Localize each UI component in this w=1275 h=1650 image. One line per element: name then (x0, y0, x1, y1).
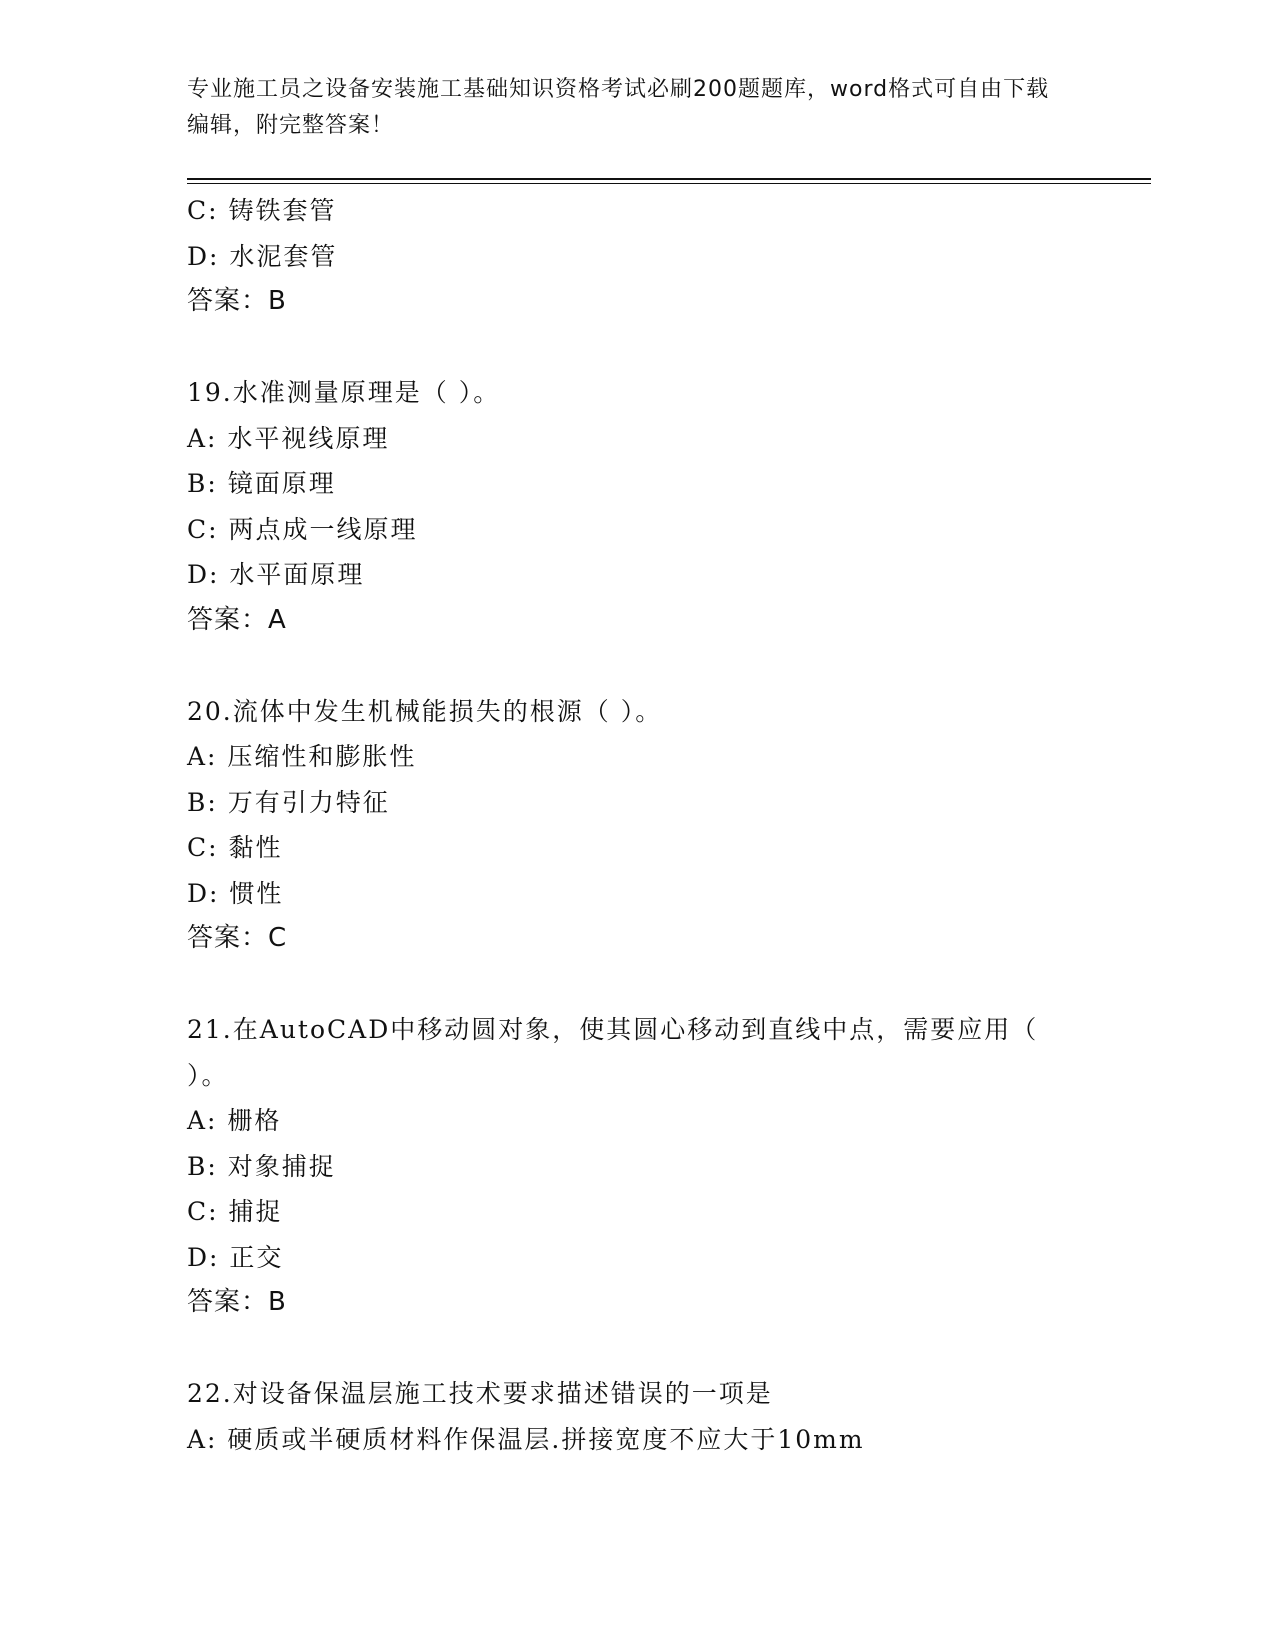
option-d: D: 惯性 (187, 878, 284, 908)
answer-label: 答案：A (187, 604, 287, 635)
question-text: 20.流体中发生机械能损失的根源（ ）。 (187, 696, 663, 726)
question-text: 21.在AutoCAD中移动圆对象，使其圆心移动到直线中点，需要应用（ ）。 (187, 1015, 1039, 1090)
answer-label: 答案：B (187, 286, 287, 316)
question-block-18 (187, 188, 1087, 325)
header-divider (187, 178, 1151, 184)
option-c: C: 捕捉 (187, 1197, 283, 1226)
option-d: D: 水平面原理 (187, 560, 365, 589)
document-title: 专业施工员之设备安装施工基础知识资格考试必刷200题题库，word格式可自由下载编辑，附完整答案！ (187, 77, 1050, 138)
option-a: A: 水平视线原理 (187, 423, 390, 453)
answer-label: 答案：C (187, 923, 288, 953)
answer-label: 答案：B (187, 1287, 287, 1317)
spacer (187, 962, 1087, 1008)
question-text: 19.水准测量原理是（ ）。 (187, 378, 501, 407)
question-block-20 (187, 689, 1087, 962)
option-a: A: 压缩性和膨胀性 (187, 742, 417, 771)
question-block-22 (187, 1371, 1087, 1462)
page-header (187, 72, 1067, 144)
option-c: C: 铸铁套管 (187, 196, 337, 225)
option-a: A: 硬质或半硬质材料作保温层.拼接宽度不应大于10mm (187, 1424, 865, 1454)
question-list (187, 188, 1087, 1462)
spacer (187, 643, 1087, 689)
option-d: D: 水泥套管 (187, 241, 338, 271)
spacer (187, 1326, 1087, 1372)
option-d: D: 正交 (187, 1242, 284, 1272)
question-block-21 (187, 1007, 1087, 1326)
spacer (187, 325, 1087, 371)
option-c: C: 黏性 (187, 833, 283, 862)
option-c: C: 两点成一线原理 (187, 514, 418, 544)
option-b: B: 万有引力特征 (187, 787, 390, 817)
question-text: 22.对设备保温层施工技术要求描述错误的一项是 (187, 1379, 773, 1408)
option-b: B: 对象捕捉 (187, 1151, 336, 1181)
option-a: A: 栅格 (187, 1106, 282, 1135)
option-b: B: 镜面原理 (187, 469, 336, 498)
question-block-19 (187, 370, 1087, 643)
